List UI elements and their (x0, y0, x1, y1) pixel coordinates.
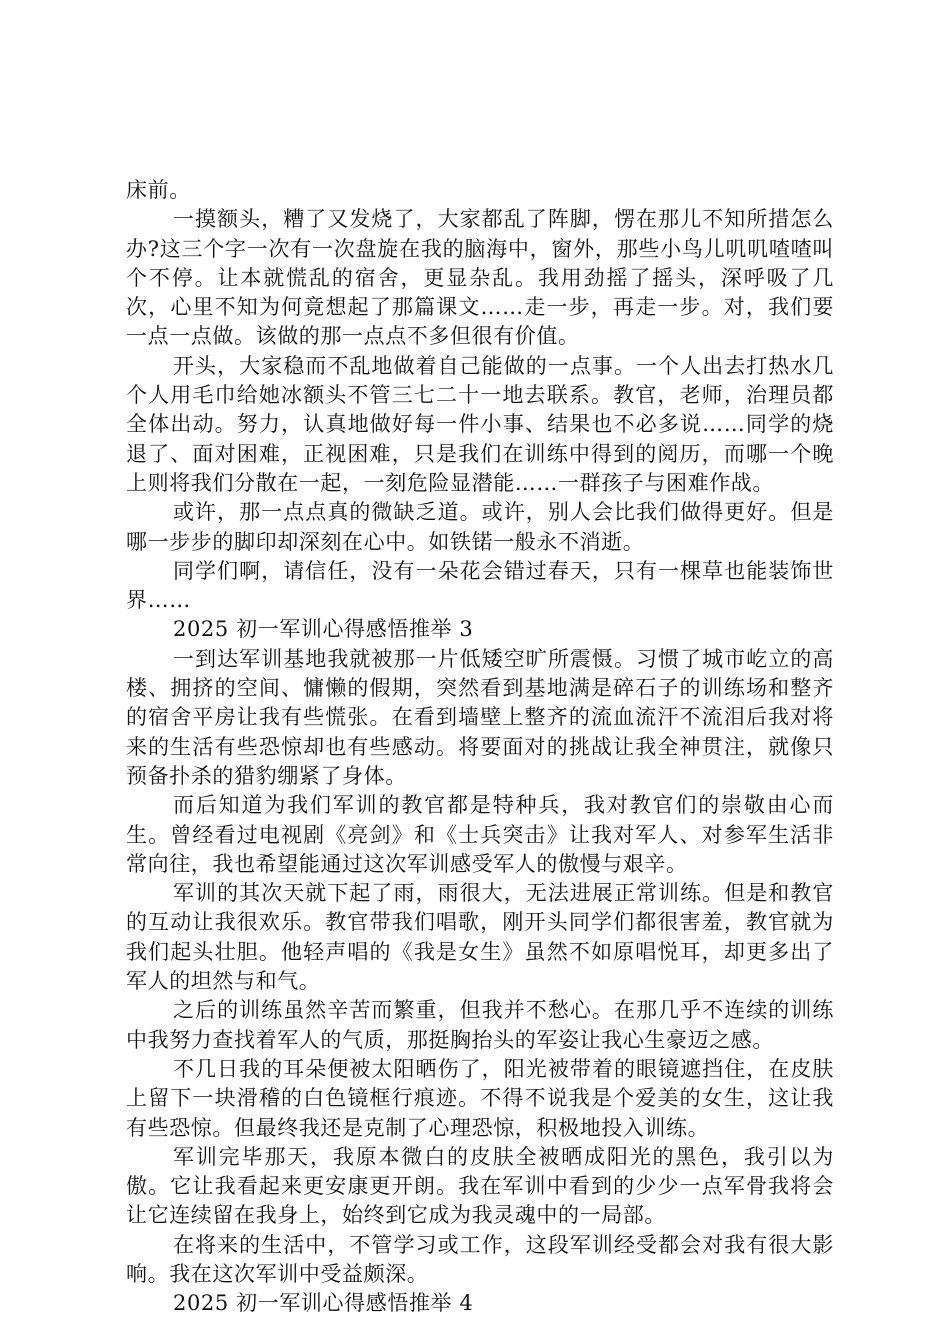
section-heading: 2025 初一军训心得感悟推举 3 (173, 617, 474, 642)
paragraph: 开头，大家稳而不乱地做着自己能做的一点事。一个人出去打热水几个人用毛巾给她冰额头不管三七二十一地去联系。教官，老师，治理员都全体出动。努力，认真地做好每一件小事、结果也不必多说……同学的烧退了、面对困难，正视困难，只是我们在训练中得到的阅历，而哪一个晚上则将我们分散在一起，一刻危险显潜能……一群孩子与困难作战。 (126, 353, 834, 495)
paragraph: 军训完毕那天，我原本微白的皮肤全被晒成阳光的黑色，我引以为傲。它让我看起来更安康更开朗。我在军训中看到的少少一点军骨我将会让它连续留在我身上，始终到它成为我灵魂中的一局部。 (126, 1144, 834, 1228)
paragraph: 床前。 (126, 178, 191, 202)
document-body (126, 176, 834, 1319)
paragraph: 而后知道为我们军训的教官都是特种兵，我对教官们的崇敬由心而生。曾经看过电视剧《亮剑》和《士兵突击》让我对军人、对参军生活非常向往，我也希望能通过这次军训感受军人的傲慢与艰辛。 (126, 793, 834, 876)
paragraph: 之后的训练虽然辛苦而繁重，但我并不愁心。在那几乎不连续的训练中我努力查找着军人的气质，那挺胸抬头的军姿让我心生豪迈之感。 (126, 998, 834, 1052)
paragraph: 一到达军训基地我就被那一片低矮空旷所震慑。习惯了城市屹立的高楼、拥挤的空间、慵懒的假期，突然看到基地满是碎石子的训练场和整齐的宿舍平房让我有些慌张。在看到墙壁上整齐的流血流汗不流泪后我对将来的生活有些恐惊却也有些感动。将要面对的挑战让我全神贯注，就像只预备扑杀的猎豹绷紧了身体。 (126, 646, 834, 788)
section-heading: 2025 初一军训心得感悟推举 4 (173, 1291, 474, 1316)
paragraph: 一摸额头，糟了又发烧了，大家都乱了阵脚，愣在那儿不知所措怎么办?这三个字一次有一次盘旋在我的脑海中，窗外，那些小鸟儿叽叽喳喳叫个不停。让本就慌乱的宿舍，更显杂乱。我用劲摇了摇头，深呼吸了几次，心里不知为何竟想起了那篇课文……走一步，再走一步。对，我们要一点一点做。该做的那一点点不多但很有价值。 (126, 207, 834, 349)
paragraph: 或许，那一点点真的微缺乏道。或许，别人会比我们做得更好。但是哪一步步的脚印却深刻在心中。如铁锘一般永不消逝。 (126, 500, 834, 554)
paragraph: 不几日我的耳朵便被太阳晒伤了，阳光被带着的眼镜遮挡住，在皮肤上留下一块滑稽的白色镜框行痕迹。不得不说我是个爱美的女生，这让我有些恐惊。但最终我还是克制了心理恐惊，积极地投入训练。 (126, 1056, 834, 1140)
paragraph: 在将来的生活中，不管学习或工作，这段军训经受都会对我有很大影响。我在这次军训中受益颇深。 (126, 1232, 834, 1286)
paragraph: 同学们啊，请信任，没有一朵花会错过春天，只有一棵草也能装饰世界…… (126, 558, 834, 613)
paragraph: 军训的其次天就下起了雨，雨很大，无法进展正常训练。但是和教官的互动让我很欢乐。教官带我们唱歌，刚开头同学们都很害羞，教官就为我们起头壮胆。他轻声唱的《我是女生》虽然不如原唱悦耳，却更多出了军人的坦然与和气。 (126, 881, 834, 994)
